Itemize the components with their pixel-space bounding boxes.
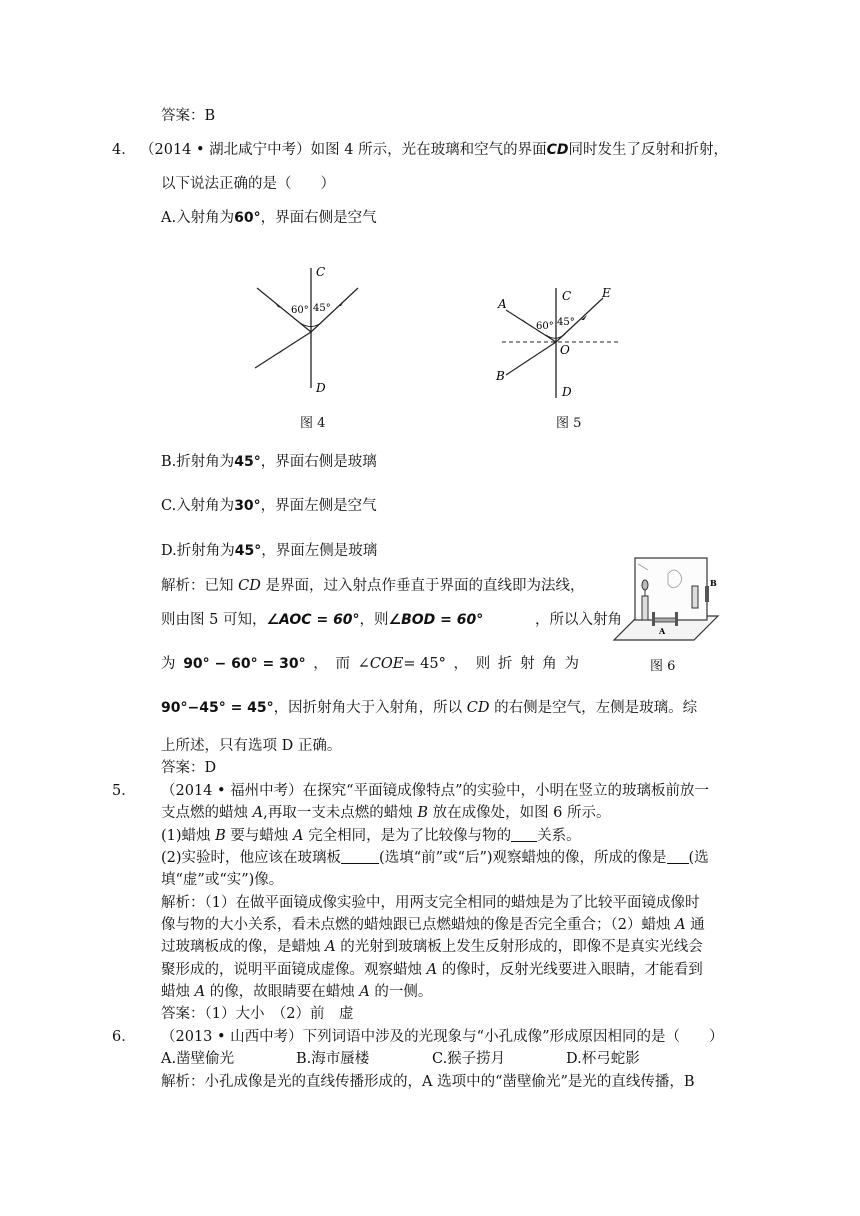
figure-6-photo <box>608 556 720 648</box>
fig5-label-d: D <box>562 385 572 399</box>
fig4-label-d: D <box>316 381 326 395</box>
q5-part3: 填“虚”或“实”)像。 <box>161 872 284 888</box>
q4-exp-line2: 则由图 5 可知，∠AOC = 60°，则∠BOD = 60° <box>161 612 484 628</box>
q4-stem-line1: （2014 • 湖北咸宁中考）如图 4 所示，光在玻璃和空气的界面CD同时发生了反射和折射， <box>140 142 729 158</box>
fig5-label-a: A <box>498 297 507 311</box>
q4-number: 4． <box>112 142 136 158</box>
q5-answer: 答案：（1）大小 （2）前 虚 <box>161 1006 354 1022</box>
fig6-label-b: B <box>710 578 717 588</box>
q4-exp-line5: 上所述，只有选项 D 正确。 <box>161 738 342 754</box>
q6-stem: （2013 • 山西中考）下列词语中涉及的光现象与“小孔成像”形成原因相同的是（ ） <box>161 1029 724 1045</box>
q5-stem-line2: 支点燃的蜡烛 A,再取一支未点燃的蜡烛 B 放在成像处，如图 6 所示。 <box>161 805 611 821</box>
figure-4-diagram <box>245 260 375 395</box>
q4-cd: CD <box>546 142 569 158</box>
fig4-caption: 图 4 <box>300 416 326 431</box>
q4-exp-line4: 90°−45° = 45°，因折射角大于入射角，所以 CD 的右侧是空气，左侧是玻璃。综 <box>161 700 698 716</box>
fig4-label-c: C <box>316 265 326 279</box>
fig5-angle-45: 45° <box>557 317 575 328</box>
fig4-angle-60: 60° <box>291 305 309 316</box>
q5-exp-line5: 蜡烛 A 的像，故眼睛要在蜡烛 A 的一侧。 <box>161 984 433 1000</box>
q4-option-d: D.折射角为45°，界面左侧是玻璃 <box>161 543 378 559</box>
fig6-label-a: A <box>659 626 666 636</box>
q4-exp-line3: 为 90° − 60° = 30° ， 而 ∠COE= 45° ， 则 折 射 角 为 <box>161 656 579 672</box>
q4-stem-line2: 以下说法正确的是（ ） <box>161 176 335 192</box>
q6-option-d: D.杯弓蛇影 <box>566 1051 640 1067</box>
q5-number: 5． <box>112 783 136 799</box>
blank-3[interactable] <box>667 849 689 864</box>
q4-answer: 答案：D <box>161 760 217 776</box>
fig5-label-o: O <box>560 343 570 357</box>
fig4-angle-45: 45° <box>313 303 331 314</box>
answer-prev: 答案：B <box>161 108 216 124</box>
q5-stem-line1: （2014 • 福州中考）在探究“平面镜成像特点”的实验中，小明在竖立的玻璃板前放一 <box>161 783 709 799</box>
fig5-angle-60: 60° <box>536 321 554 332</box>
blank-1[interactable] <box>511 827 537 842</box>
blank-2[interactable] <box>341 849 379 864</box>
q4-exp-line1: 解析：已知 CD 是界面，过入射点作垂直于界面的直线即为法线， <box>161 578 585 594</box>
q4-option-b: B.折射角为45°，界面右侧是玻璃 <box>161 454 377 470</box>
figure-5-diagram <box>488 280 628 400</box>
q6-exp: 解析：小孔成像是光的直线传播形成的，A 选项中的“凿壁偷光”是光的直线传播，B <box>161 1074 695 1090</box>
q6-option-c: C.猴子捞月 <box>432 1051 506 1067</box>
fig6-caption: 图 6 <box>650 659 676 674</box>
fig5-label-c: C <box>562 289 572 303</box>
q5-exp-line2: 像与物的大小关系，看未点燃的蜡烛跟已点燃蜡烛的像是否完全重合；（2）蜡烛 A 通 <box>161 917 705 933</box>
q6-option-a: A.凿壁偷光 <box>161 1051 235 1067</box>
q4-option-c: C.入射角为30°，界面左侧是空气 <box>161 498 377 514</box>
q4-option-a: A.入射角为60°，界面右侧是空气 <box>161 210 377 226</box>
q5-part2: (2)实验时，他应该在玻璃板 (选填“前”或“后”)观察蜡烛的像，所成的像是 (选 <box>161 850 709 866</box>
q6-option-b: B.海市蜃楼 <box>296 1051 370 1067</box>
q5-exp-line4: 聚形成的，说明平面镜成虚像。观察蜡烛 A 的像时，反射光线要进入眼睛，才能看到 <box>161 962 703 978</box>
q4-exp-line2-end: ，所以入射角 <box>535 612 622 628</box>
q6-number: 6． <box>112 1029 136 1045</box>
fig5-label-e: E <box>602 286 611 300</box>
fig5-label-b: B <box>496 369 505 383</box>
fig5-caption: 图 5 <box>556 416 582 431</box>
q5-exp-line3: 过玻璃板成的像，是蜡烛 A 的光射到玻璃板上发生反射形成的，即像不是真实光线会 <box>161 939 703 955</box>
q5-exp-line1: 解析：（1）在做平面镜成像实验中，用两支完全相同的蜡烛是为了比较平面镜成像时 <box>161 895 700 911</box>
q5-part1: (1)蜡烛 B 要与蜡烛 A 完全相同，是为了比较像与物的 关系。 <box>161 828 581 844</box>
